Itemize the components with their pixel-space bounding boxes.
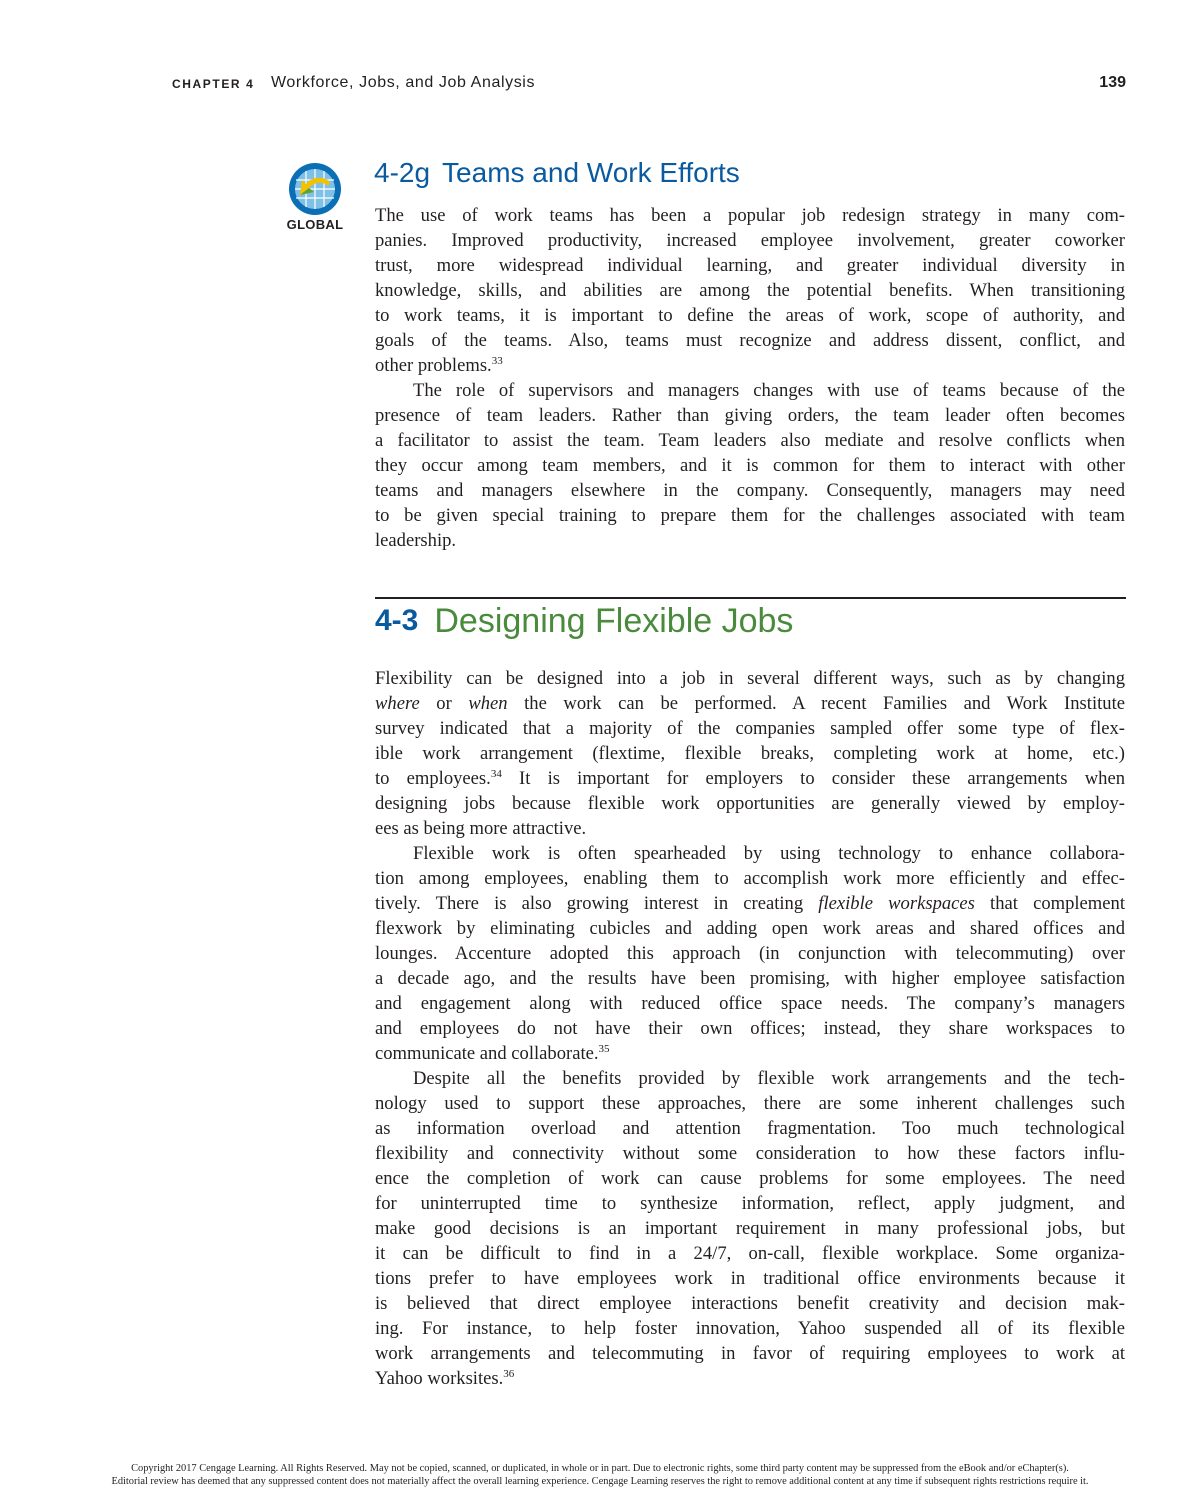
text-line: make good decisions is an important requirement in many professional jobs, but (375, 1218, 1125, 1239)
emphasis-where: where (375, 693, 420, 714)
text-line: a decade ago, and the results have been promising, with higher employee satisfaction (375, 968, 1125, 989)
text-line: lounges. Accenture adopted this approach (in conjunction with telecommuting) over (375, 943, 1125, 964)
text-line: tion among employees, enabling them to accomplish work more efficiently and effec- (375, 868, 1125, 889)
text-line: The role of supervisors and managers changes with use of teams because of the (413, 380, 1125, 401)
text-line: flexibility and connectivity without some consideration to how these factors influ- (375, 1143, 1125, 1164)
section-heading (375, 602, 793, 641)
text-line: for uninterrupted time to synthesize information, reflect, apply judgment, and (375, 1193, 1125, 1214)
text-line: The use of work teams has been a popular job redesign strategy in many com- (375, 205, 1125, 226)
text-line: knowledge, skills, and abilities are among the potential benefits. When transitioning (375, 280, 1125, 301)
text-span: or (419, 693, 469, 714)
subsection-title: Teams and Work Efforts (442, 157, 740, 188)
text-line: goals of the teams. Also, teams must recognize and address dissent, conflict, and (375, 330, 1125, 351)
running-head (172, 74, 1126, 96)
text-line: and engagement along with reduced office space needs. The company’s managers (375, 993, 1125, 1014)
text-line: Flexible work is often spearheaded by using technology to enhance collabora- (413, 843, 1125, 864)
footnote-ref: 33 (491, 355, 503, 367)
text-span: communicate and collaborate. (375, 1043, 599, 1064)
chapter-label: CHAPTER 4 (172, 77, 255, 91)
global-badge (286, 162, 344, 238)
copyright-line-2: Editorial review has deemed that any suppressed content does not materially affect the overall learning experience. Cengage Learning reserves the right to remove additional content at any time if subsequent rights restrictions require it. (111, 1476, 1089, 1487)
footnote-ref: 36 (503, 1368, 515, 1380)
text-line: teams and managers elsewhere in the company. Consequently, managers may need (375, 480, 1125, 501)
text-line: Flexibility can be designed into a job in several different ways, such as by changing (375, 668, 1125, 689)
text-line: tions prefer to have employees work in traditional office environments because it (375, 1268, 1125, 1289)
text-line: to be given special training to prepare them for the challenges associated with team (375, 505, 1125, 526)
emphasis-flexible-workspaces: flexible workspaces (818, 893, 975, 914)
text-span: Yahoo worksites. (375, 1368, 504, 1389)
text-line: it can be difficult to find in a 24/7, on-call, flexible workplace. Some organiza- (375, 1243, 1125, 1264)
footnote-ref: 34 (490, 768, 502, 780)
text-line: and employees do not have their own offices; instead, they share workspaces to (375, 1018, 1125, 1039)
text-line (375, 766, 1125, 791)
text-span: to employees. (375, 768, 491, 789)
text-line: ees as being more attractive. (375, 818, 587, 839)
text-line (375, 691, 1125, 716)
text-line: a facilitator to assist the team. Team leaders also mediate and resolve conflicts when (375, 430, 1125, 451)
text-line: survey indicated that a majority of the companies sampled offer some type of flex- (375, 718, 1125, 739)
copyright-line-1: Copyright 2017 Cengage Learning. All Rights Reserved. May not be copied, scanned, or duplicated, in whole or in part. Due to electronic rights, some third party content may be suppressed from the eBook and/or eChapter(s). (131, 1463, 1069, 1474)
text-line (375, 891, 1125, 916)
text-line: ence the completion of work can cause problems for some employees. The need (375, 1168, 1125, 1189)
text-line: as information overload and attention fragmentation. Too much technological (375, 1118, 1125, 1139)
subsection-heading (374, 157, 740, 189)
global-label: GLOBAL (286, 217, 344, 232)
text-line: ible work arrangement (flextime, flexible breaks, completing work at home, etc.) (375, 743, 1125, 764)
text-line (375, 1041, 1125, 1066)
text-line: work arrangements and telecommuting in favor of requiring employees to work at (375, 1343, 1125, 1364)
text-line: to work teams, it is important to define the areas of work, scope of authority, and (375, 305, 1125, 326)
text-line: Despite all the benefits provided by flexible work arrangements and the tech- (413, 1068, 1125, 1089)
subsection-number: 4-2g (374, 157, 431, 188)
globe-arrow-icon (286, 162, 344, 218)
teams-section-body (375, 203, 1125, 553)
text-span: tively. There is also growing interest in creating (375, 893, 819, 914)
text-line: ing. For instance, to help foster innovation, Yahoo suspended all of its flexible (375, 1318, 1125, 1339)
flexible-jobs-body (375, 666, 1125, 1391)
footnote-ref: 35 (598, 1043, 610, 1055)
text-line: panies. Improved productivity, increased employee involvement, greater coworker (375, 230, 1125, 251)
text-line (375, 1366, 1125, 1391)
text-span: the work can be performed. A recent Families and Work Institute (507, 693, 1125, 714)
text-line: designing jobs because flexible work opportunities are generally viewed by employ- (375, 793, 1125, 814)
text-line (375, 353, 1125, 378)
text-line: presence of team leaders. Rather than giving orders, the team leader often becomes (375, 405, 1125, 426)
text-line: is believed that direct employee interactions benefit creativity and decision mak- (375, 1293, 1125, 1314)
text-line: leadership. (375, 530, 457, 551)
text-line: flexwork by eliminating cubicles and adding open work areas and shared offices and (375, 918, 1125, 939)
text-line: trust, more widespread individual learning, and greater individual diversity in (375, 255, 1125, 276)
text-line: nology used to support these approaches, there are some inherent challenges such (375, 1093, 1125, 1114)
copyright-notice (0, 1462, 1200, 1488)
chapter-title: Workforce, Jobs, and Job Analysis (271, 74, 536, 91)
emphasis-when: when (468, 693, 508, 714)
section-number: 4-3 (375, 604, 419, 637)
text-span: that complement (974, 893, 1125, 914)
text-line: they occur among team members, and it is common for them to interact with other (375, 455, 1125, 476)
text-span: other problems. (375, 355, 492, 376)
section-title: Designing Flexible Jobs (434, 602, 794, 640)
section-rule (375, 597, 1126, 599)
page-number: 139 (1099, 74, 1126, 91)
text-span: It is important for employers to consider these arrangements when (501, 768, 1125, 789)
